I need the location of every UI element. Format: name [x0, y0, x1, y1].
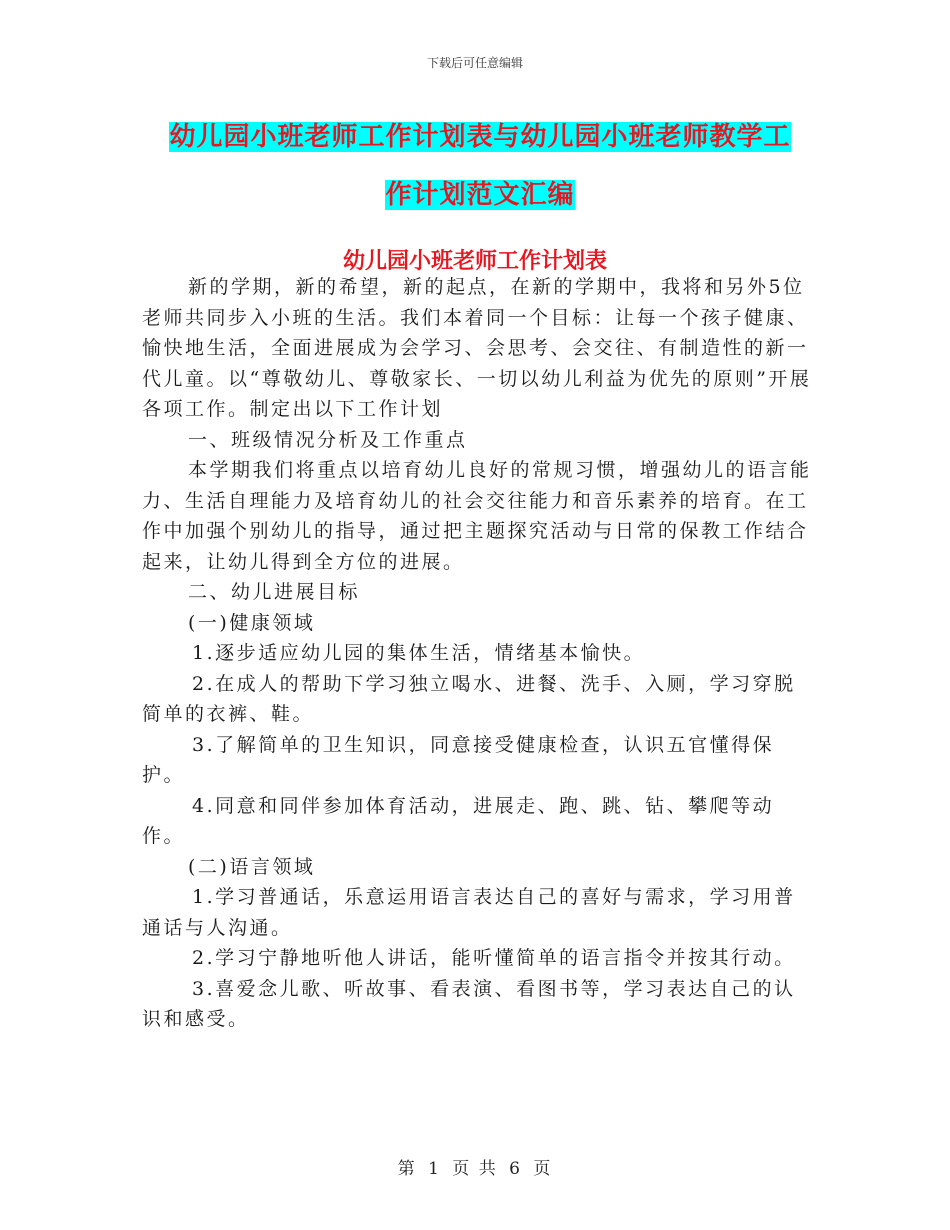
footer-prefix: 第 — [397, 1159, 417, 1179]
document-body — [142, 272, 812, 1035]
footer-suffix: 页 — [533, 1159, 553, 1179]
language-item-2: 2.学习宁静地听他人讲话，能听懂简单的语言指令并按其行动。 — [192, 947, 796, 969]
heading-development-goals: 二、幼儿进展目标 — [188, 581, 361, 603]
header-note: 下载后可任意编辑 — [426, 56, 523, 70]
health-item-4: 4.同意和同伴参加体育活动，进展走、跑、跳、钻、攀爬等动作。 — [142, 794, 775, 847]
heading-class-analysis: 一、班级情况分析及工作重点 — [188, 428, 468, 451]
intro-paragraph: 新的学期，新的希望，新的起点，在新的学期中，我将和另外5位老师共同步入小班的生活。我们本着同一个目标：让每一个孩子健康、愉快地生活，全面进展成为会学习、会思考、会交往、有制造性的新一代儿童。以“尊敬幼儿、尊敬家长、一切以幼儿利益为优先的原则”开展各项工作。制定出以下工作计划 — [142, 276, 812, 420]
language-item-1: 1.学习普通话，乐意运用语言表达自己的喜好与需求，学习用普通话与人沟通。 — [142, 886, 796, 939]
document-title-line-1: 幼儿园小班老师工作计划表与幼儿园小班老师教学工 — [169, 122, 791, 152]
health-item-2: 2.在成人的帮助下学习独立喝水、进餐、洗手、入厕，学习穿脱简单的衣裤、鞋。 — [142, 672, 796, 725]
subheading-health: (一)健康领域 — [188, 611, 316, 634]
footer-middle: 页 共 — [452, 1159, 498, 1179]
class-analysis-paragraph: 本学期我们将重点以培育幼儿良好的常规习惯，增强幼儿的语言能力、生活自理能力及培育幼儿的社会交往能力和音乐素养的培育。在工作中加强个别幼儿的指导，通过把主题探究活动与日常的保教工作结合起来，让幼儿得到全方位的进展。 — [142, 459, 812, 573]
health-item-3: 3.了解简单的卫生知识，同意接受健康检查，认识五官懂得保护。 — [142, 733, 775, 786]
subheading-language: (二)语言领域 — [188, 855, 316, 878]
footer-total-pages: 6 — [509, 1159, 522, 1179]
page-footer — [0, 1154, 950, 1179]
section-title: 幼儿园小班老师工作计划表 — [342, 248, 607, 274]
document-title-line-2: 作计划范文汇编 — [385, 180, 575, 210]
health-item-1: 1.逐步适应幼儿园的集体生活，情绪基本愉快。 — [192, 642, 646, 664]
document-title — [140, 108, 820, 224]
language-item-3: 3.喜爱念儿歌、听故事、看表演、看图书等，学习表达自己的认识和感受。 — [142, 977, 796, 1030]
footer-page-number: 1 — [428, 1159, 441, 1179]
